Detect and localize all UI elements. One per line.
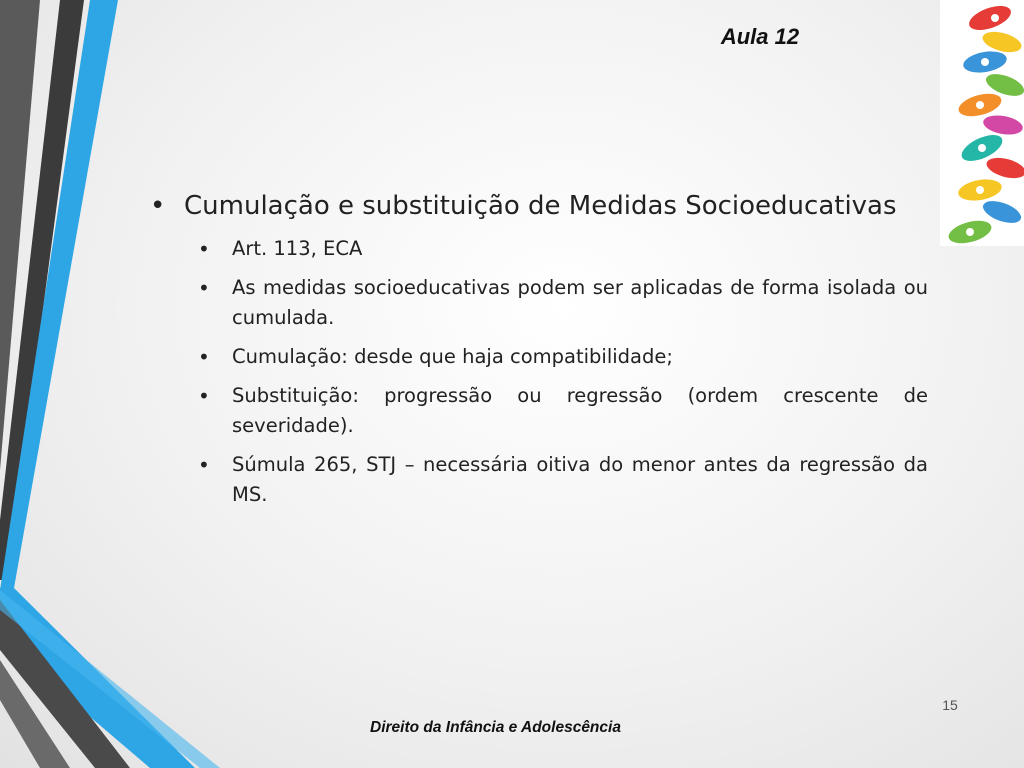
list-item-text: Cumulação: desde que haja compatibilidade;	[232, 344, 673, 368]
bullet-icon: •	[198, 236, 210, 261]
main-bullet	[150, 190, 928, 224]
bullet-icon: •	[150, 191, 166, 221]
footer-title: Direito da Infância e Adolescência	[370, 719, 621, 736]
bullet-icon: •	[198, 275, 210, 300]
list-item	[198, 450, 928, 510]
colorful-hands-icon	[940, 0, 1024, 246]
sub-bullet-list	[198, 234, 928, 510]
slide-body	[150, 190, 928, 519]
list-item	[198, 381, 928, 441]
slide-title: Cumulação e substituição de Medidas Socioeducativas	[184, 191, 897, 221]
list-item-text: Substituição: progressão ou regressão (ordem crescente de severidade).	[232, 383, 928, 437]
list-item	[198, 273, 928, 333]
list-item-text: Art. 113, ECA	[232, 236, 363, 260]
page-number: 15	[942, 697, 958, 713]
list-item	[198, 342, 928, 372]
list-item-text: As medidas socioeducativas podem ser aplicadas de forma isolada ou cumulada.	[232, 275, 928, 329]
list-item-text: Súmula 265, STJ – necessária oitiva do menor antes da regressão da MS.	[232, 452, 928, 506]
bullet-icon: •	[198, 383, 210, 408]
bullet-icon: •	[198, 452, 210, 477]
list-item	[198, 234, 928, 264]
lesson-header: Aula 12	[720, 24, 800, 49]
bullet-icon: •	[198, 344, 210, 369]
